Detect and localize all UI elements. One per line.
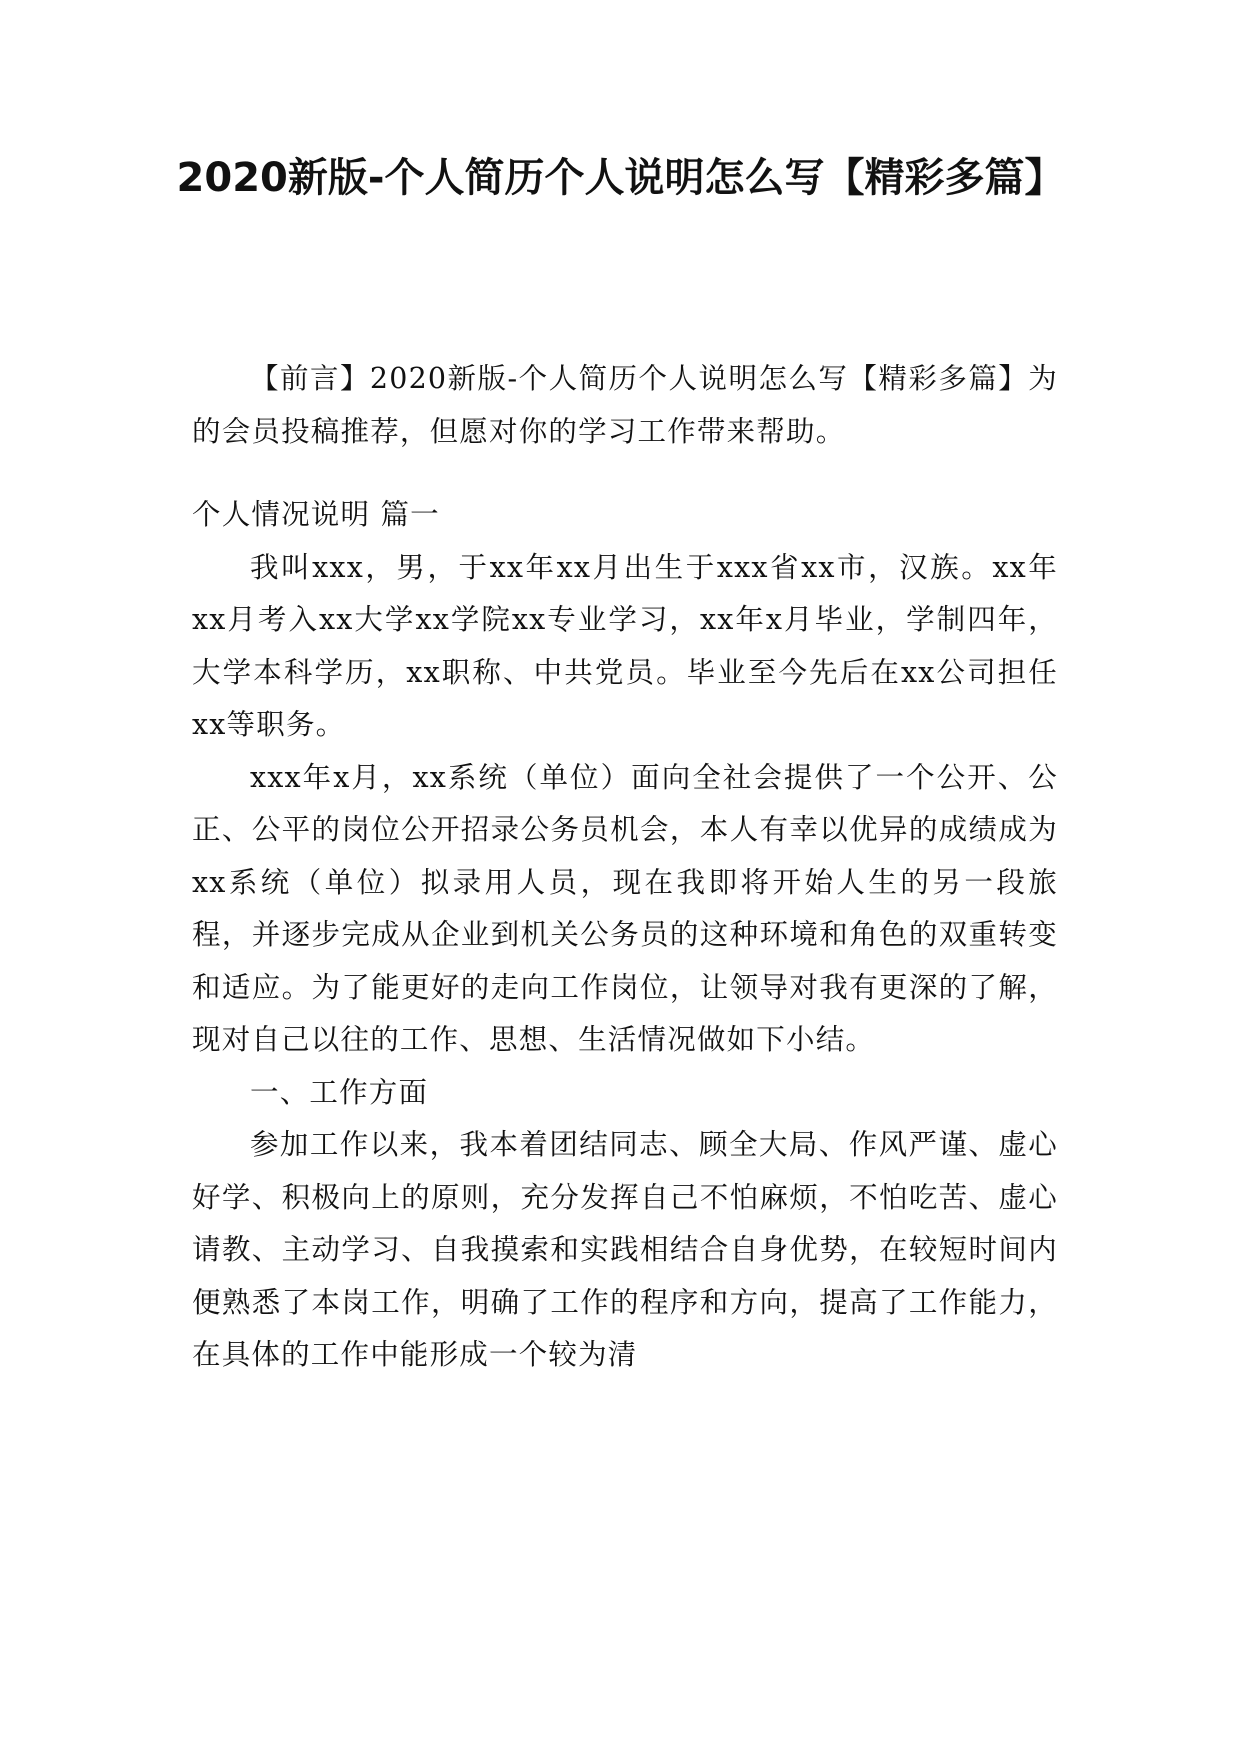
section-heading: 个人情况说明 篇一 [192, 498, 440, 531]
body-paragraph-2: xxx年x月，xx系统（单位）面向全社会提供了一个公开、公正、公平的岗位公开招录公务员机会，本人有幸以优异的成绩成为xx系统（单位）拟录用人员，现在我即将开始人生的另一段旅程，并逐步完成从企业到机关公务员的这种环境和角色的双重转变和适应。为了能更好的走向工作岗位，让领导对我有更深的了解，现对自己以往的工作、思想、生活情况做如下小结。 [192, 760, 1058, 1056]
document-title: 2020新版-个人简历个人说明怎么写【精彩多篇】 [176, 155, 1065, 201]
body-paragraph-1: 我叫xxx，男，于xx年xx月出生于xxx省xx市，汉族。xx年xx月考入xx大学xx学院xx专业学习，xx年x月毕业，学制四年，大学本科学历，xx职称、中共党员。毕业至今先后在xx公司担任xx等职务。 [192, 550, 1058, 741]
document-body [192, 353, 1058, 1382]
preface-paragraph: 【前言】2020新版-个人简历个人说明怎么写【精彩多篇】为的会员投稿推荐，但愿对你的学习工作带来帮助。 [192, 362, 1058, 448]
body-paragraph-3: 参加工作以来，我本着团结同志、顾全大局、作风严谨、虚心好学、积极向上的原则，充分发挥自己不怕麻烦，不怕吃苦、虚心请教、主动学习、自我摸索和实践相结合自身优势，在较短时间内便熟悉了本岗工作，明确了工作的程序和方向，提高了工作能力，在具体的工作中能形成一个较为清 [192, 1128, 1058, 1371]
subsection-heading: 一、工作方面 [250, 1075, 429, 1109]
